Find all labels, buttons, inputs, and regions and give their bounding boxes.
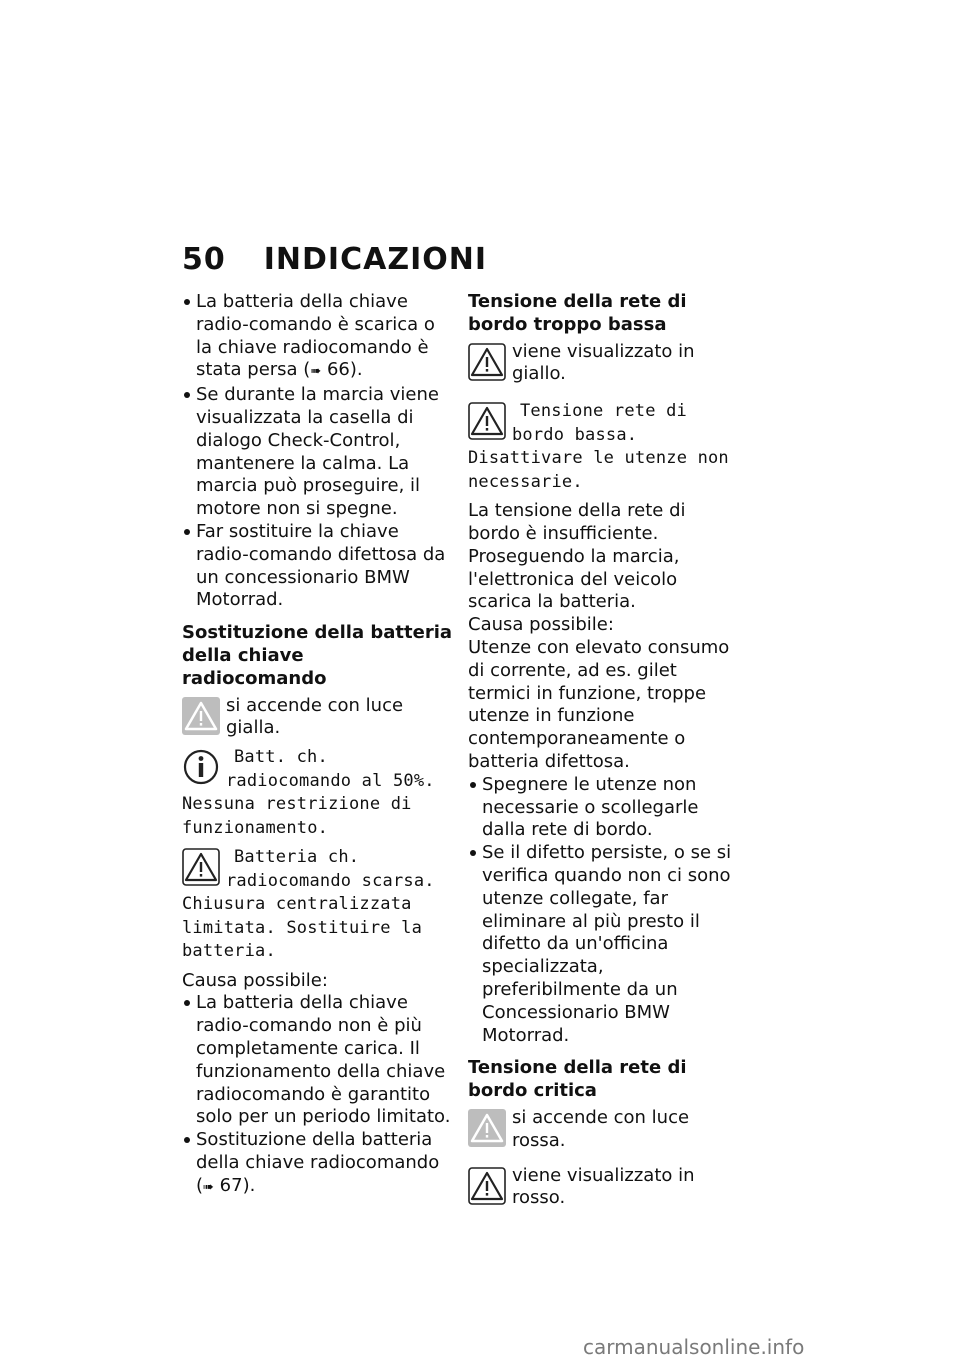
warning-outline-icon (468, 402, 506, 440)
indicator-row (468, 1165, 740, 1211)
cause-label: Causa possibile: (468, 614, 614, 636)
warning-outline-icon (468, 343, 506, 381)
indicator-text: si accende con luce gialla. (226, 694, 404, 739)
left-column (182, 291, 454, 1200)
info-message (182, 746, 454, 840)
list-item-text: La batteria della chiave radio-comando non è più completamente carica. Il funzionamento della chiave radiocomando è garantito solo per un periodo limitato. (196, 992, 451, 1128)
list-item (182, 1129, 454, 1199)
arrow-ref-icon: ➠ (203, 1179, 214, 1195)
warning-filled-icon (182, 697, 220, 735)
warning-message (468, 400, 740, 494)
warning-message-text: Tensione rete di bordo bassa. Disattivare le utenze non necessarie. (468, 401, 729, 492)
page-title: INDICAZIONI (263, 242, 488, 277)
page-ref[interactable]: 67 (219, 1174, 243, 1196)
info-icon (182, 748, 220, 786)
page-number: 50 (182, 242, 226, 277)
list-item (182, 521, 454, 612)
watermark: carmanualsonline.info (583, 1335, 805, 1359)
indicator-text: si accende con luce rossa. (512, 1106, 690, 1151)
warning-outline-icon (468, 1167, 506, 1205)
indicator-row (182, 695, 454, 741)
section-title: Sostituzione della batteria della chiave radiocomando (182, 622, 453, 689)
section-title: Tensione della rete di bordo troppo bassa (468, 291, 687, 335)
page-header (182, 242, 487, 277)
indicator-text: viene visualizzato in giallo. (512, 340, 695, 385)
info-message-text: Batt. ch. radiocomando al 50%. Nessuna restrizione di funzionamento. (182, 747, 435, 838)
list-item (468, 774, 740, 842)
right-column (468, 291, 740, 1210)
list-item-text: Se durante la marcia viene visualizzata la casella di dialogo Check-Control, mantenere la calma. La marcia può proseguire, il motore non si spegne. (196, 384, 439, 520)
indicator-text: viene visualizzato in rosso. (512, 1164, 695, 1209)
list-item-text: Far sostituire la chiave radio-comando difettosa da un concessionario BMW Motorrad. (196, 520, 446, 611)
paragraph: La tensione della rete di bordo è insufficiente. Proseguendo la marcia, l'elettronica del veicolo scarica la batteria. (468, 500, 686, 613)
warning-message (182, 846, 454, 964)
list-item (468, 842, 740, 1047)
paragraph: Utenze con elevato consumo di corrente, ad es. gilet termici in funzione, troppe utenze in funzione contemporaneamente o batteria difettosa. (468, 636, 730, 772)
list-item (182, 384, 454, 521)
list-item-text: La batteria della chiave radio-comando è scarica o la chiave radiocomando è stata persa ( (196, 291, 435, 381)
warning-message-text: Batteria ch. radiocomando scarsa. Chiusura centralizzata limitata. Sostituire la batteria. (182, 847, 435, 962)
list-item (182, 291, 454, 384)
warning-filled-icon (468, 1109, 506, 1147)
section-title: Tensione della rete di bordo critica (468, 1057, 687, 1102)
list-item-text: Sostituzione della batteria della chiave radiocomando ( (196, 1129, 440, 1196)
indicator-row (468, 1107, 740, 1153)
list-item-text: Se il difetto persiste, o se si verifica quando non ci sono utenze collegate, far eliminare al più presto il difetto da un'officina specializzata, preferibilmente da un Concessionario BMW Motorrad. (482, 842, 732, 1046)
indicator-row (468, 341, 740, 387)
list-item-text: Spegnere le utenze non necessarie o scollegarle dalla rete di bordo. (482, 773, 699, 841)
cause-label: Causa possibile: (182, 969, 328, 991)
list-item-tail: ). (349, 359, 363, 381)
arrow-ref-icon: ➠ (310, 364, 322, 380)
warning-outline-icon (182, 848, 220, 886)
list-item (182, 992, 454, 1129)
page-ref[interactable]: 66 (326, 359, 350, 381)
list-item-tail: ). (242, 1174, 256, 1196)
